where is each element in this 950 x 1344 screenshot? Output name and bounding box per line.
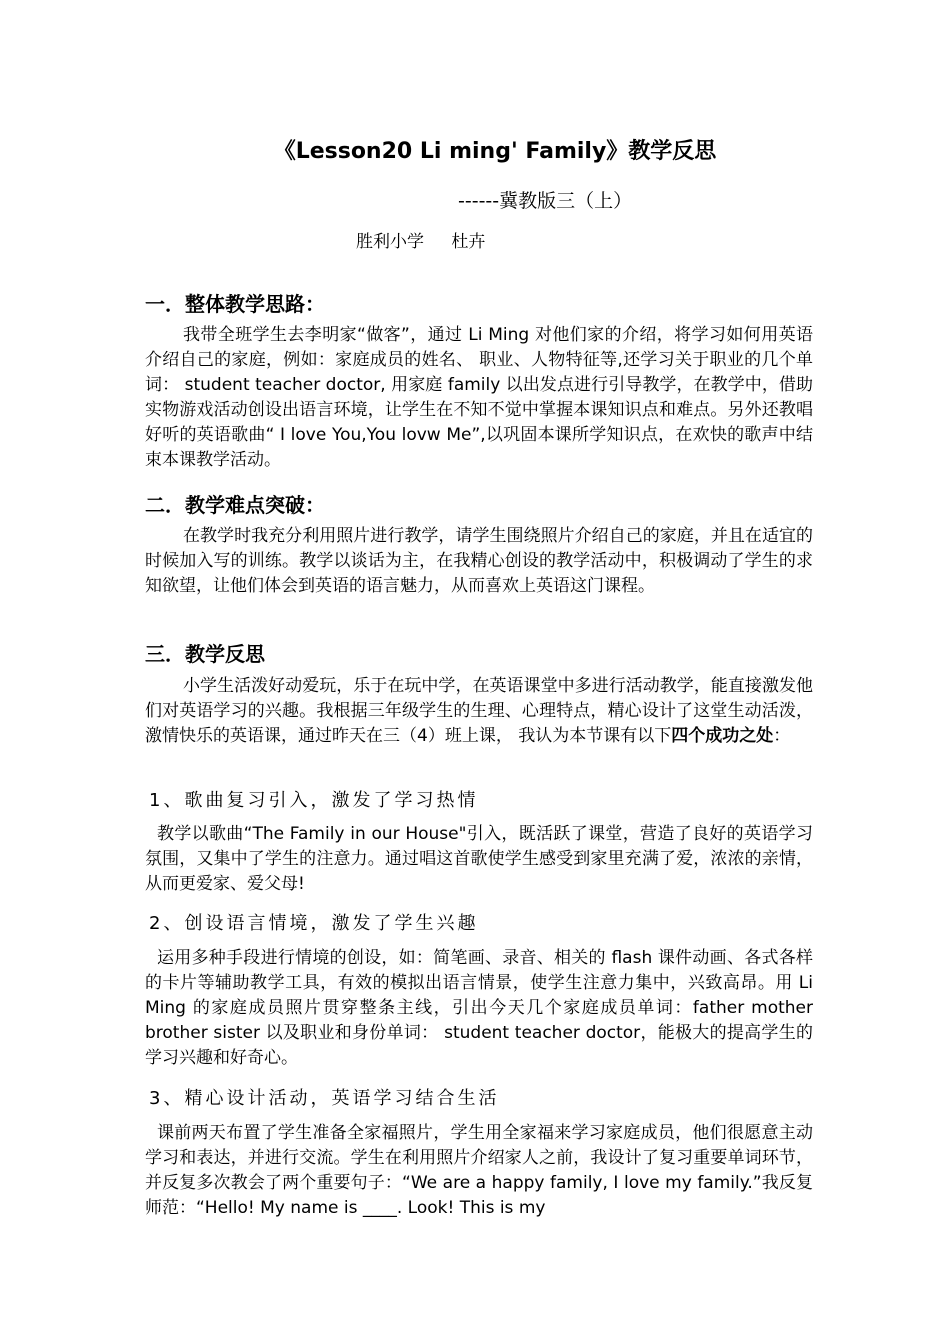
point-heading-2: 2、创设语言情境，激发了学生兴趣 [149,913,479,934]
document-title: 《Lesson20 Li ming' Family》教学反思 [273,139,717,164]
point-body-3: 课前两天布置了学生准备全家福照片，学生用全家福来学习家庭成员，他们很愿意主动学习和表达，并进行交流。学生在利用照片介绍家人之前，我设计了复习重要单词环节，并反复多次教会了两个重要句子：“We are a happy family, I love my family.”我反复师范：“Hello! My name is ____. Look! This is my [145,1123,813,1218]
point-heading-1: 1、歌曲复习引入，激发了学习热情 [149,790,479,811]
document-author: 胜利小学 杜卉 [356,232,486,252]
section-body-1: 我带全班学生去李明家“做客”，通过 Li Ming 对他们家的介绍，将学习如何用英语介绍自己的家庭，例如：家庭成员的姓名、 职业、人物特征等,还学习关于职业的几个单词： student teacher doctor, 用家庭 family 以出发点进行引导教学，在教学中，借助实物游戏活动创设出语言环境，让学生在不知不觉中掌握本课知识点和难点。另外还教唱好听的英语歌曲“ I love You,You lovw Me”,以巩固本课所学知识点，在欢快的歌声中结束本课教学活动。 [145,325,813,470]
section-heading-2: 二．教学难点突破： [145,493,325,517]
section-body-2: 在教学时我充分利用照片进行教学，请学生围绕照片介绍自己的家庭，并且在适宜的时候加入写的训练。教学以谈话为主，在我精心创设的教学活动中，积极调动了学生的求知欲望，让他们体会到英语的语言魅力，从而喜欢上英语这门课程。 [145,526,813,596]
section-body-3: 小学生活泼好动爱玩，乐于在玩中学，在英语课堂中多进行活动教学，能直接激发他们对英语学习的兴趣。我根据三年级学生的生理、心理特点，精心设计了这堂生动活泼，激情快乐的英语课，通过昨天在三（4）班上课， 我认为本节课有以下四个成功之处： [145,676,813,746]
section-heading-3: 三．教学反思 [145,642,265,666]
point-heading-3: 3、精心设计活动，英语学习结合生活 [149,1088,500,1109]
section-heading-1: 一．整体教学思路： [145,292,325,316]
bold-phrase: 四个成功之处 [671,726,774,746]
point-body-2: 运用多种手段进行情境的创设，如：简笔画、录音、相关的 flash 课件动画、各式各样的卡片等辅助教学工具，有效的模拟出语言情景，使学生注意力集中，兴致高昂。用 Li Ming 的家庭成员照片贯穿整条主线，引出今天几个家庭成员单词：father mother brother sister 以及职业和身份单词： student teacher doctor，能极大的提高学生的学习兴趣和好奇心。 [145,948,813,1068]
document-subtitle: ------冀教版三（上） [458,190,633,212]
point-body-1: 教学以歌曲“The Family in our House"引入，既活跃了课堂，营造了良好的英语学习氛围，又集中了学生的注意力。通过唱这首歌使学生感受到家里充满了爱，浓浓的亲情，从而更爱家、爱父母! [145,824,813,894]
